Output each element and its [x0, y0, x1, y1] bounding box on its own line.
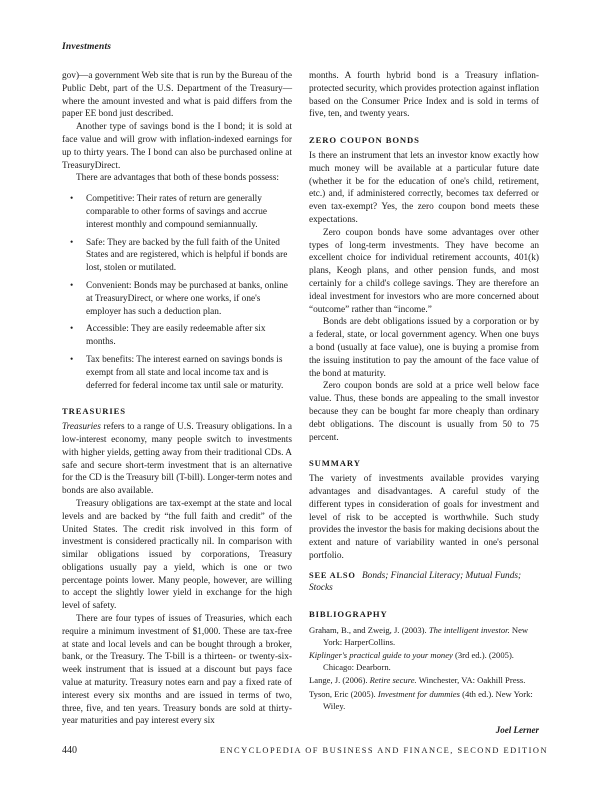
- see-also-links: Bonds; Financial Literacy; Mutual Funds; Stocks: [309, 570, 522, 594]
- book-title: ENCYCLOPEDIA OF BUSINESS AND FINANCE, SECOND EDITION: [219, 746, 548, 755]
- bullet-icon: •: [70, 280, 74, 291]
- bibliography: [309, 625, 539, 712]
- list-item-text: Convenient: Bonds may be purchased at banks, online at TreasuryDirect, or where one works, if one's employer has such a deduction plan.: [86, 280, 288, 317]
- page-number: 440: [62, 745, 77, 756]
- list-item-text: Safe: They are backed by the full faith of the United States and are registered, which is helpful if bonds are lost, stolen or mutilated.: [86, 237, 288, 274]
- bullet-icon: •: [70, 194, 74, 205]
- section-heading-summary: SUMMARY: [309, 458, 361, 469]
- bibliography-entry: [309, 650, 539, 673]
- list-item: [62, 193, 292, 231]
- bullet-icon: •: [70, 324, 74, 335]
- defined-term: Treasuries: [62, 422, 101, 433]
- list-item: [62, 280, 292, 318]
- list-item-text: Tax benefits: The interest earned on savings bonds is exempt from all state and local income tax and is deferred for federal income tax until sale or maturity.: [86, 354, 284, 391]
- bibliography-entry: [309, 675, 539, 687]
- running-head: Investments: [62, 42, 112, 52]
- list-item: [62, 354, 292, 392]
- paragraph: [62, 421, 292, 498]
- author-byline: Joel Lerner: [495, 725, 539, 736]
- citation-title: Investment for dummies: [377, 689, 460, 700]
- list-item: [62, 323, 292, 349]
- right-column: [309, 70, 539, 737]
- citation-title: The intelligent investor.: [428, 625, 510, 636]
- left-column: [62, 70, 292, 728]
- citation-author: Lange, J. (2006).: [309, 675, 370, 686]
- paragraph: The variety of investments available provides varying advantages and disadvantages. A careful study of the different types in consideration of goals for investment and level of risk to be accepted is worthwhile. Such study provides the investor the basis for making decisions about the extent and nature of variability wanted in one's personal portfolio.: [309, 474, 539, 561]
- citation-author: Tyson, Eric (2005).: [309, 689, 378, 700]
- list-item-text: Accessible: They are easily redeemable after six months.: [86, 324, 266, 348]
- list-item-text: Competitive: Their rates of return are generally comparable to other forms of savings and accrue interest monthly and compound semiannually.: [86, 194, 267, 230]
- citation-publisher: (3rd ed.). (2005). Chicago: Dearborn.: [323, 650, 514, 672]
- citation-title: Retire secure.: [369, 675, 417, 686]
- citation-publisher: Winchester, VA: Oakhill Press.: [416, 675, 526, 686]
- paragraph: gov)—a government Web site that is run by the Bureau of the Public Debt, part of the U.S. Department of the Treasury—where the amount invested and what is paid differs from the paper EE bond just described.: [62, 71, 292, 120]
- paragraph-text: refers to a range of U.S. Treasury obligations. In a low-interest economy, many people switch to investments with higher yields, getting away from their traditional CDs. A safe and secure short-term investment that is an alternative for the CD is the Treasury bill (T-bill). Longer-term notes and bonds are also available.: [62, 422, 292, 497]
- list-item: [62, 237, 292, 275]
- citation-publisher: (4th ed.). New York: Wiley.: [323, 689, 533, 711]
- section-heading-treasuries: TREASURIES: [62, 406, 126, 417]
- see-also-label: SEE ALSO: [309, 570, 356, 580]
- citation-title: Kiplinger's practical guide to your money: [309, 650, 453, 661]
- bibliography-entry: [309, 625, 539, 648]
- advantages-list: [62, 193, 292, 392]
- paragraph: months. A fourth hybrid bond is a Treasury inflation-protected security, which provides protection against inflation based on the Consumer Price Index and is sold in terms of five, ten, and twenty years.: [309, 71, 539, 120]
- section-heading-zero-coupon: ZERO COUPON BONDS: [309, 135, 420, 146]
- paragraph: Is there an instrument that lets an investor know exactly how much money will be available at a particular future date (whether it be for the education of one's child, retirement, etc.) and, if administered correctly, becomes tax deferred or even tax-exempt? Yes, the zero coupon bond meets these expectations.: [309, 150, 539, 225]
- citation-publisher: New York: HarperCollins.: [323, 625, 529, 647]
- section-heading-bibliography: BIBLIOGRAPHY: [309, 609, 388, 620]
- bullet-icon: •: [70, 237, 74, 248]
- bullet-icon: •: [70, 354, 74, 365]
- paragraph: Treasury obligations are tax-exempt at the state and local levels and are backed by “the full faith and credit” of the United States. The credit risk involved in this form of investment is considered practically nil. In comparison with similar obligations issued by corporations, Treasury obligations usually pay a yield, which is one or two percentage points lower. Many people, however, are willing to accept the slightly lower yield in exchange for the high level of safety.: [62, 498, 292, 612]
- paragraph: There are advantages that both of these bonds possess:: [76, 173, 279, 184]
- citation-author: Graham, B., and Zweig, J. (2003).: [309, 625, 429, 636]
- paragraph: Bonds are debt obligations issued by a corporation or by a federal, state, or local government agency. When one buys a bond (usually at face value), one is buying a promise from the issuing institution to pay the amount of the face value of the bond at maturity.: [309, 317, 539, 379]
- see-also: [309, 570, 539, 596]
- paragraph: Zero coupon bonds have some advantages over other types of long-term investments. They have become an excellent choice for individual retirement accounts, 401(k) plans, Keogh plans, and other pension funds, and most certainly for a child's college savings. They are therefore an ideal investment for investors who are more concerned about “outcome” rather than “income.”: [309, 227, 539, 315]
- paragraph: There are four types of issues of Treasuries, which each require a minimum investment of $1,000. These are tax-free at state and local levels and can be bought through a broker, bank, or the Treasury. The T-bill is a thirteen- or twenty-six-week instrument that is issued at a discount but pays face value at maturity. Treasury notes earn and pay a fixed rate of interest every six months and are issued in terms of two, three, five, and ten years. Treasury bonds are sold at thirty-year maturities and pay interest every six: [62, 614, 292, 727]
- bibliography-entry: [309, 689, 539, 712]
- paragraph: Zero coupon bonds are sold at a price well below face value. Thus, these bonds are appealing to the small investor because they can be bought far more cheaply than ordinary debt obligations. The discount is usually from 50 to 75 percent.: [309, 381, 539, 443]
- paragraph: Another type of savings bond is the I bond; it is sold at face value and will grow with inflation-indexed earnings for up to thirty years. The I bond can also be purchased online at TreasuryDirect.: [62, 122, 292, 171]
